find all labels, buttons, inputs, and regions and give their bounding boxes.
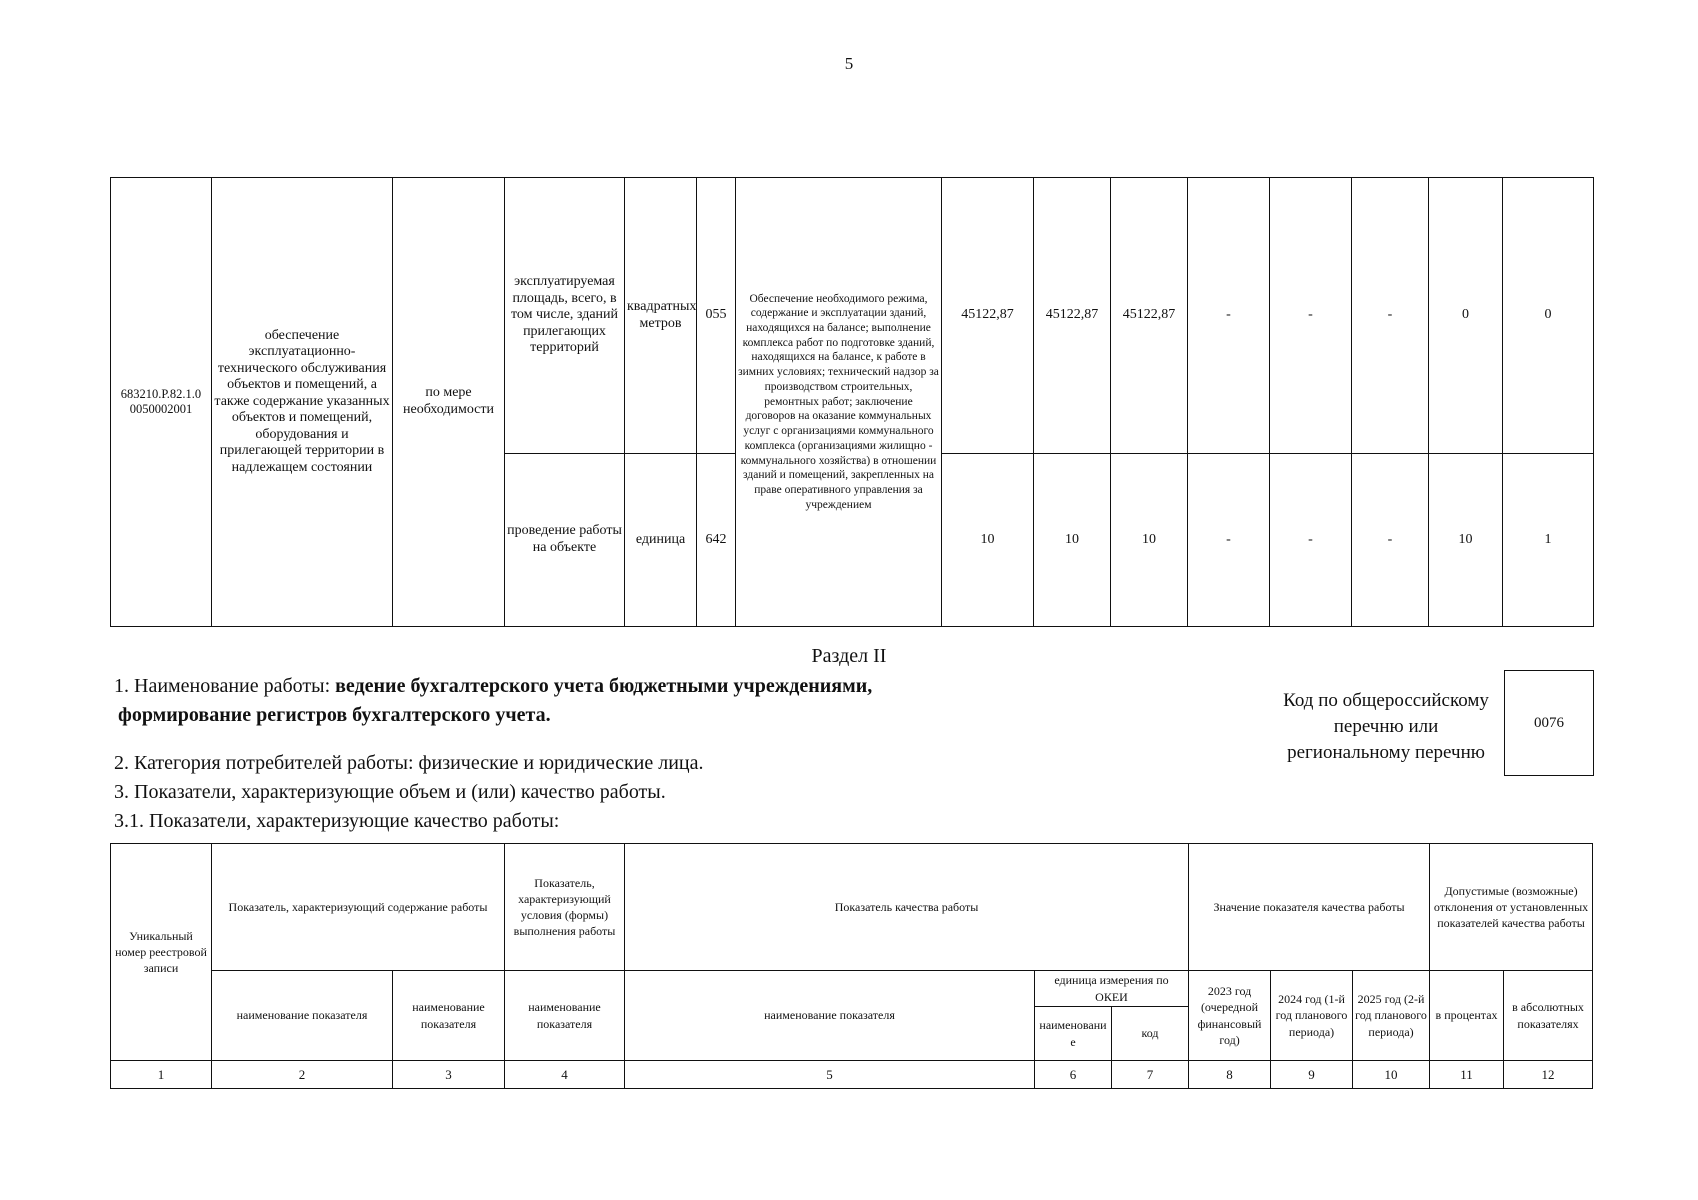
value-2024-cell: 10: [1034, 454, 1111, 627]
code-value: 0076: [1534, 714, 1564, 731]
code-box: [1504, 670, 1594, 776]
column-number: 10: [1353, 1061, 1430, 1089]
unit-name-header: наименование: [1035, 1007, 1112, 1061]
value-2024-cell: 45122,87: [1034, 178, 1111, 454]
unit-cell: единица: [625, 454, 697, 627]
unit-code-header: код: [1112, 1007, 1189, 1061]
table-header-row: [111, 971, 1593, 1007]
value-cell: -: [1270, 454, 1352, 627]
deviation-absolute-cell: 1: [1503, 454, 1594, 627]
unit-cell: квадратных метров: [625, 178, 697, 454]
work-name-line-2: формирование регистров бухгалтерского учета.: [118, 704, 551, 726]
column-number: 3: [393, 1061, 505, 1089]
column-number: 11: [1430, 1061, 1504, 1089]
registry-header: Уникальный номер реестровой записи: [111, 844, 212, 1061]
year-2024-header: 2024 год (1-й год планового периода): [1271, 971, 1353, 1061]
quality-indicators-table: [110, 843, 1593, 1089]
table-header-row: [111, 844, 1593, 971]
absolute-header: в абсолютных показателях: [1504, 971, 1593, 1061]
value-2023-cell: 10: [942, 454, 1034, 627]
column-number: 1: [111, 1061, 212, 1089]
okei-code-cell: 642: [697, 454, 736, 627]
name-header: наименование показателя: [625, 971, 1035, 1061]
value-cell: -: [1352, 454, 1429, 627]
name-header: наименование показателя: [505, 971, 625, 1061]
okei-code-cell: 055: [697, 178, 736, 454]
name-header: наименование показателя: [393, 971, 505, 1061]
value-cell: -: [1270, 178, 1352, 454]
column-number: 2: [212, 1061, 393, 1089]
column-number: 9: [1271, 1061, 1353, 1089]
work-description-cell: Обеспечение необходимого режима, содержание и эксплуатации зданий, находящихся на балансе; выполнение комплекса работ по подготовке зданий, находящихся на балансе, к работе в зимних условиях; технический надзор за производством строительных, ремонтных работ; заключение договоров на оказание коммунальных услуг с организациями коммунального комплекса (организациями жилищно - коммунального хозяйства) в отношении зданий и помещений, закрепленных на праве оперативного управления за учреждением: [736, 178, 942, 627]
values-header: Значение показателя качества работы: [1189, 844, 1430, 971]
value-cell: -: [1352, 178, 1429, 454]
year-2025-header: 2025 год (2-й год планового периода): [1353, 971, 1430, 1061]
value-2025-cell: 10: [1111, 454, 1188, 627]
content-indicator-cell: обеспечение эксплуатационно-технического обслуживания объектов и помещений, а также содержание указанных объектов и помещений, оборудования и прилегающей территории в надлежащем состоянии: [212, 178, 393, 627]
value-2023-cell: 45122,87: [942, 178, 1034, 454]
column-number: 4: [505, 1061, 625, 1089]
page-number: 5: [844, 54, 854, 73]
value-cell: -: [1188, 454, 1270, 627]
percent-header: в процентах: [1430, 971, 1504, 1061]
unit-okei-header: единица измерения по ОКЕИ: [1035, 971, 1189, 1007]
year-2023-header: 2023 год (очередной финансовый год): [1189, 971, 1271, 1061]
column-number: 7: [1112, 1061, 1189, 1089]
quality-indicators-heading: 3.1. Показатели, характеризующие качество работы:: [114, 810, 560, 832]
value-cell: -: [1188, 178, 1270, 454]
conditions-header: Показатель, характеризующий условия (формы) выполнения работы: [505, 844, 625, 971]
work-name-line-1: [114, 673, 872, 699]
deviations-header: Допустимые (возможные) отклонения от установленных показателей качества работы: [1430, 844, 1593, 971]
quality-header: Показатель качества работы: [625, 844, 1189, 971]
indicators-heading: 3. Показатели, характеризующие объем и (или) качество работы.: [114, 781, 666, 803]
consumer-category: 2. Категория потребителей работы: физические и юридические лица.: [114, 752, 704, 774]
content-header: Показатель, характеризующий содержание работы: [212, 844, 505, 971]
column-numbers-row: [111, 1061, 1593, 1089]
indicator-cell: проведение работы на объекте: [505, 454, 625, 627]
table-row: [111, 178, 1594, 454]
value-2025-cell: 45122,87: [1111, 178, 1188, 454]
column-number: 8: [1189, 1061, 1271, 1089]
column-number: 12: [1504, 1061, 1593, 1089]
registry-number-cell: 683210.Р.82.1.0 0050002001: [111, 178, 212, 627]
name-header: наименование показателя: [212, 971, 393, 1061]
deviation-absolute-cell: 0: [1503, 178, 1594, 454]
column-number: 6: [1035, 1061, 1112, 1089]
section-title: Раздел II: [811, 645, 887, 667]
deviation-percent-cell: 0: [1429, 178, 1503, 454]
indicator-cell: эксплуатируемая площадь, всего, в том числе, зданий прилегающих территорий: [505, 178, 625, 454]
condition-cell: по мере необходимости: [393, 178, 505, 627]
deviation-percent-cell: 10: [1429, 454, 1503, 627]
work-name-value: ведение бухгалтерского учета бюджетными учреждениями,: [335, 675, 873, 697]
code-label: Код по общероссийскому перечню или региональному перечню: [1283, 690, 1489, 763]
work-name-label: 1. Наименование работы:: [114, 675, 336, 697]
work-volume-table: [110, 177, 1594, 627]
column-number: 5: [625, 1061, 1035, 1089]
